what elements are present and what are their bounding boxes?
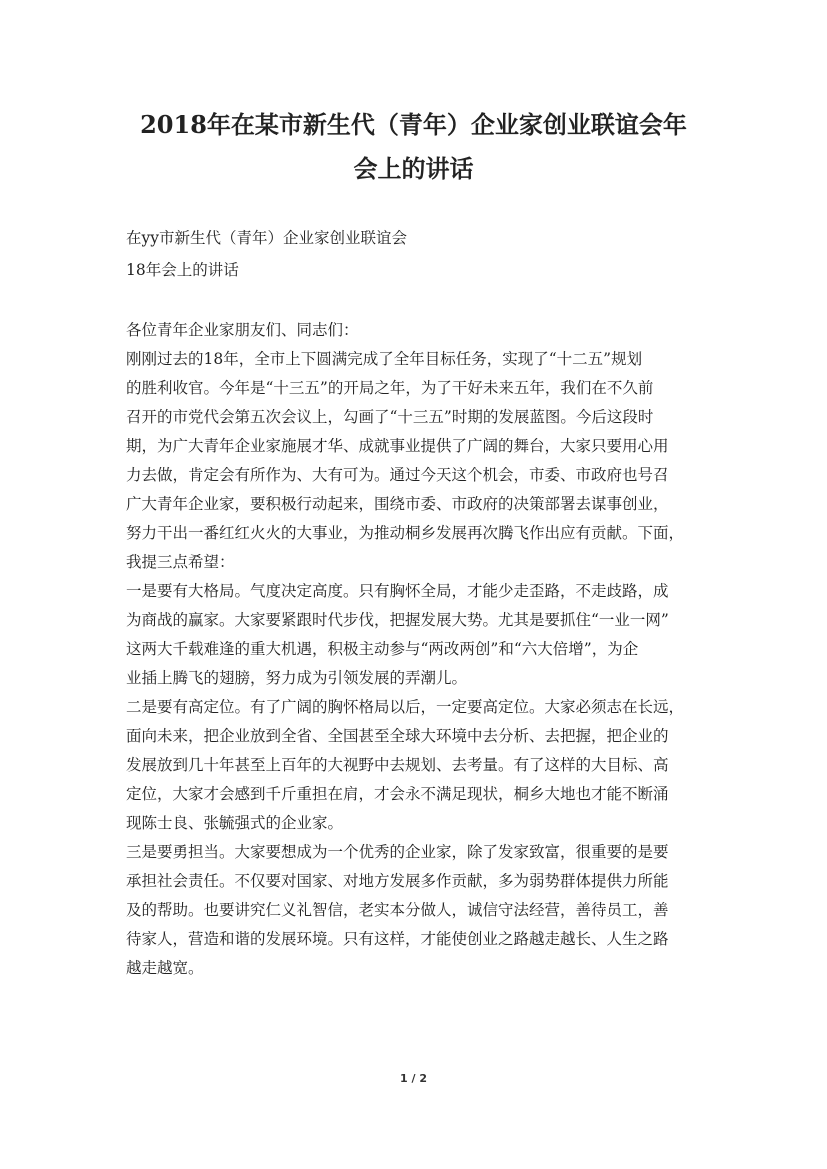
paragraph-point-two	[126, 693, 716, 838]
title-line: 会上的讲话	[353, 154, 474, 183]
paragraph-introduction	[126, 345, 716, 577]
text-line: 越走越宽。	[126, 959, 204, 977]
subtitle-line: 在yy市新生代（青年）企业家创业联谊会	[126, 229, 408, 247]
text-line: 待家人，营造和谐的发展环境。只有这样，才能使创业之路越走越长、人生之路	[126, 930, 669, 948]
text-line: 发展放到几十年甚至上百年的大视野中去规划、去考量。有了这样的大目标、高	[126, 756, 669, 774]
text-line: 我提三点希望：	[126, 553, 235, 571]
text-line: 召开的市党代会第五次会议上，勾画了“十三五”时期的发展蓝图。今后这段时	[126, 408, 654, 426]
text-line: 努力干出一番红红火火的大事业，为推动桐乡发展再次腾飞作出应有贡献。下面，	[126, 524, 685, 542]
text-line: 的胜利收官。今年是“十三五”的开局之年，为了干好未来五年，我们在不久前	[126, 379, 654, 397]
paragraph-point-three	[126, 838, 716, 983]
document-title	[100, 103, 727, 191]
text-line: 各位青年企业家朋友们、同志们：	[126, 321, 359, 339]
text-line: 广大青年企业家，要积极行动起来，围绕市委、市政府的决策部署去谋事创业，	[126, 495, 669, 513]
text-line: 业插上腾飞的翅膀，努力成为引领发展的弄潮儿。	[126, 669, 468, 687]
subtitle-line: 18年会上的讲话	[126, 261, 239, 279]
text-line: 一是要有大格局。气度决定高度。只有胸怀全局，才能少走歪路，不走歧路，成	[126, 582, 669, 600]
text-line: 这两大千载难逢的重大机遇，积极主动参与“两改两创”和“六大倍增”，为企	[126, 640, 639, 658]
text-line: 定位，大家才会感到千斤重担在肩，才会永不满足现状，桐乡大地也才能不断涌	[126, 785, 669, 803]
title-line: 2018年在某市新生代（青年）企业家创业联谊会年	[140, 110, 687, 139]
text-line: 面向未来，把企业放到全省、全国甚至全球大环境中去分析、去把握，把企业的	[126, 727, 669, 745]
text-line: 刚刚过去的18年，全市上下圆满完成了全年目标任务，实现了“十二五”规划	[126, 350, 643, 368]
text-line: 及的帮助。也要讲究仁义礼智信，老实本分做人，诚信守法经营，善待员工，善	[126, 901, 669, 919]
text-line: 三是要勇担当。大家要想成为一个优秀的企业家，除了发家致富，很重要的是要	[126, 843, 669, 861]
document-body	[126, 316, 716, 983]
page-number: 1 / 2	[400, 1072, 427, 1085]
text-line: 期，为广大青年企业家施展才华、成就事业提供了广阔的舞台，大家只要用心用	[126, 437, 669, 455]
document-subtitle	[126, 222, 726, 286]
text-line: 承担社会责任。不仅要对国家、对地方发展多作贡献，多为弱势群体提供力所能	[126, 872, 669, 890]
text-line: 为商战的赢家。大家要紧跟时代步伐，把握发展大势。尤其是要抓住“一业一网”	[126, 611, 669, 629]
paragraph-point-one	[126, 577, 716, 693]
paragraph-salutation	[126, 316, 716, 345]
text-line: 力去做，肯定会有所作为、大有可为。通过今天这个机会，市委、市政府也号召	[126, 466, 669, 484]
text-line: 二是要有高定位。有了广阔的胸怀格局以后，一定要高定位。大家必须志在长远，	[126, 698, 685, 716]
text-line: 现陈士良、张毓强式的企业家。	[126, 814, 344, 832]
